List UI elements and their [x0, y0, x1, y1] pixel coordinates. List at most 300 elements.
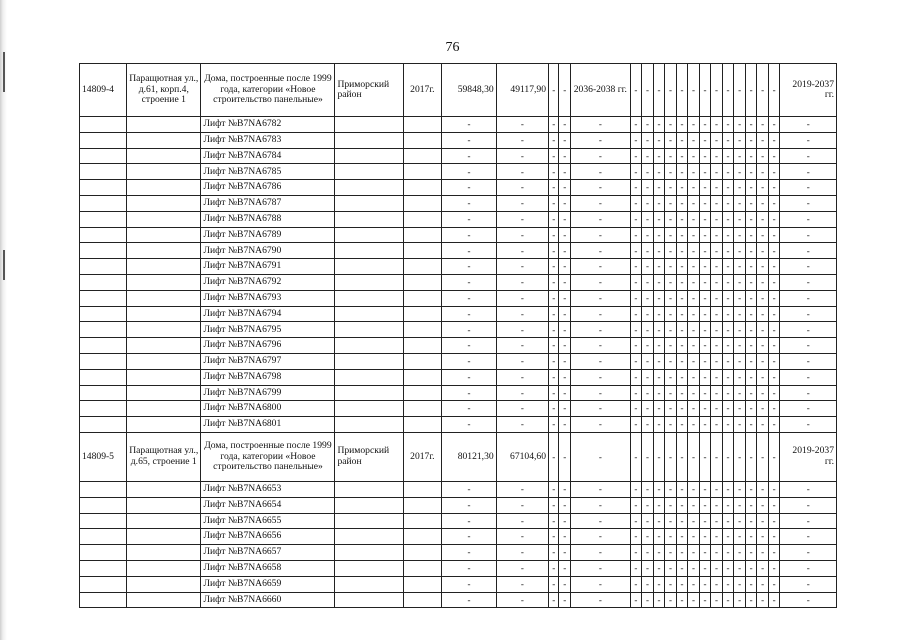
- empty-dash-cell: -: [711, 132, 723, 148]
- empty-dash-cell: -: [711, 560, 723, 576]
- empty-dash-cell: -: [496, 529, 548, 545]
- empty-dash-cell: -: [642, 164, 654, 180]
- empty-dash-cell: -: [768, 338, 780, 354]
- empty-cell: [335, 353, 403, 369]
- empty-dash-cell: -: [496, 513, 548, 529]
- empty-dash-cell: -: [780, 180, 837, 196]
- empty-dash-cell: -: [665, 290, 677, 306]
- empty-cell: [80, 274, 127, 290]
- empty-dash-cell: -: [722, 576, 734, 592]
- empty-dash-cell: -: [559, 545, 571, 561]
- building-address: Паращютная ул., д.61, корп.4, строение 1: [127, 64, 201, 117]
- empty-dash-cell: -: [559, 592, 571, 608]
- lift-row: [80, 195, 837, 211]
- empty-dash-cell: -: [757, 369, 769, 385]
- empty-dash-cell: -: [734, 64, 746, 117]
- empty-dash-cell: -: [757, 195, 769, 211]
- empty-cell: [127, 180, 201, 196]
- empty-dash-cell: -: [630, 576, 642, 592]
- empty-dash-cell: -: [571, 148, 631, 164]
- empty-dash-cell: -: [653, 306, 665, 322]
- empty-dash-cell: -: [688, 227, 700, 243]
- lift-label: Лифт №B7NA6786: [201, 180, 335, 196]
- empty-dash-cell: -: [442, 132, 496, 148]
- empty-dash-cell: -: [688, 417, 700, 433]
- empty-dash-cell: -: [665, 592, 677, 608]
- empty-dash-cell: -: [780, 148, 837, 164]
- empty-dash-cell: -: [496, 211, 548, 227]
- empty-cell: [127, 164, 201, 180]
- empty-dash-cell: -: [734, 481, 746, 497]
- scan-edge: [0, 0, 7, 640]
- empty-dash-cell: -: [722, 513, 734, 529]
- empty-cell: [127, 592, 201, 608]
- empty-dash-cell: -: [653, 432, 665, 481]
- empty-dash-cell: -: [642, 417, 654, 433]
- empty-dash-cell: -: [745, 497, 757, 513]
- empty-dash-cell: -: [722, 243, 734, 259]
- empty-dash-cell: -: [688, 369, 700, 385]
- empty-cell: [403, 369, 442, 385]
- lift-label: Лифт №B7NA6791: [201, 259, 335, 275]
- lift-label: Лифт №B7NA6793: [201, 290, 335, 306]
- empty-dash-cell: -: [676, 592, 688, 608]
- empty-dash-cell: -: [688, 290, 700, 306]
- empty-dash-cell: -: [734, 211, 746, 227]
- lift-label: Лифт №B7NA6795: [201, 322, 335, 338]
- empty-cell: [403, 243, 442, 259]
- empty-dash-cell: -: [642, 592, 654, 608]
- empty-dash-cell: -: [559, 369, 571, 385]
- empty-dash-cell: -: [549, 180, 559, 196]
- lift-label: Лифт №B7NA6797: [201, 353, 335, 369]
- empty-dash-cell: -: [688, 529, 700, 545]
- empty-cell: [403, 274, 442, 290]
- empty-dash-cell: -: [768, 353, 780, 369]
- empty-cell: [127, 513, 201, 529]
- lift-label: Лифт №B7NA6785: [201, 164, 335, 180]
- empty-dash-cell: -: [699, 576, 711, 592]
- empty-dash-cell: -: [630, 385, 642, 401]
- empty-dash-cell: -: [496, 243, 548, 259]
- empty-cell: [127, 497, 201, 513]
- empty-dash-cell: -: [745, 576, 757, 592]
- empty-dash-cell: -: [699, 164, 711, 180]
- empty-dash-cell: -: [699, 274, 711, 290]
- empty-dash-cell: -: [442, 227, 496, 243]
- empty-dash-cell: -: [734, 545, 746, 561]
- empty-dash-cell: -: [630, 338, 642, 354]
- empty-dash-cell: -: [642, 497, 654, 513]
- empty-cell: [335, 243, 403, 259]
- empty-dash-cell: -: [653, 353, 665, 369]
- empty-cell: [335, 529, 403, 545]
- empty-dash-cell: -: [442, 274, 496, 290]
- empty-cell: [335, 417, 403, 433]
- empty-dash-cell: -: [496, 545, 548, 561]
- empty-dash-cell: -: [630, 274, 642, 290]
- empty-dash-cell: -: [757, 592, 769, 608]
- empty-dash-cell: -: [549, 322, 559, 338]
- empty-dash-cell: -: [734, 132, 746, 148]
- empty-dash-cell: -: [549, 513, 559, 529]
- empty-dash-cell: -: [496, 148, 548, 164]
- lift-label: Лифт №B7NA6784: [201, 148, 335, 164]
- empty-dash-cell: -: [711, 481, 723, 497]
- empty-dash-cell: -: [711, 243, 723, 259]
- empty-dash-cell: -: [699, 432, 711, 481]
- empty-dash-cell: -: [745, 195, 757, 211]
- empty-dash-cell: -: [653, 64, 665, 117]
- empty-dash-cell: -: [559, 417, 571, 433]
- empty-dash-cell: -: [549, 369, 559, 385]
- empty-dash-cell: -: [734, 576, 746, 592]
- empty-cell: [80, 353, 127, 369]
- empty-dash-cell: -: [757, 243, 769, 259]
- empty-dash-cell: -: [442, 513, 496, 529]
- empty-cell: [127, 560, 201, 576]
- empty-dash-cell: -: [688, 560, 700, 576]
- empty-dash-cell: -: [699, 211, 711, 227]
- empty-dash-cell: -: [780, 385, 837, 401]
- empty-dash-cell: -: [676, 132, 688, 148]
- empty-dash-cell: -: [496, 385, 548, 401]
- empty-cell: [335, 117, 403, 133]
- empty-cell: [403, 227, 442, 243]
- empty-cell: [127, 259, 201, 275]
- empty-dash-cell: -: [745, 529, 757, 545]
- empty-dash-cell: -: [676, 164, 688, 180]
- scan-edge-mark: [3, 52, 5, 92]
- empty-dash-cell: -: [665, 513, 677, 529]
- empty-cell: [403, 180, 442, 196]
- lift-row: [80, 306, 837, 322]
- empty-dash-cell: -: [722, 164, 734, 180]
- empty-dash-cell: -: [665, 148, 677, 164]
- empty-cell: [80, 497, 127, 513]
- lift-label: Лифт №B7NA6794: [201, 306, 335, 322]
- empty-cell: [80, 195, 127, 211]
- empty-dash-cell: -: [780, 164, 837, 180]
- lift-label: Лифт №B7NA6798: [201, 369, 335, 385]
- empty-dash-cell: -: [549, 227, 559, 243]
- empty-dash-cell: -: [768, 290, 780, 306]
- empty-dash-cell: -: [653, 417, 665, 433]
- empty-dash-cell: -: [549, 290, 559, 306]
- empty-dash-cell: -: [780, 227, 837, 243]
- empty-dash-cell: -: [549, 274, 559, 290]
- empty-dash-cell: -: [442, 545, 496, 561]
- empty-dash-cell: -: [571, 180, 631, 196]
- empty-cell: [80, 243, 127, 259]
- empty-dash-cell: -: [722, 592, 734, 608]
- empty-dash-cell: -: [722, 432, 734, 481]
- empty-dash-cell: -: [496, 401, 548, 417]
- empty-dash-cell: -: [442, 243, 496, 259]
- empty-dash-cell: -: [442, 592, 496, 608]
- empty-cell: [127, 290, 201, 306]
- empty-dash-cell: -: [571, 560, 631, 576]
- empty-dash-cell: -: [780, 576, 837, 592]
- period-a: 2036-2038 гг.: [571, 64, 631, 117]
- building-row: [80, 64, 837, 117]
- empty-dash-cell: -: [549, 481, 559, 497]
- empty-dash-cell: -: [768, 529, 780, 545]
- empty-dash-cell: -: [676, 64, 688, 117]
- empty-dash-cell: -: [642, 180, 654, 196]
- empty-dash-cell: -: [442, 338, 496, 354]
- empty-dash-cell: -: [642, 132, 654, 148]
- empty-cell: [80, 560, 127, 576]
- empty-cell: [403, 195, 442, 211]
- empty-dash-cell: -: [442, 211, 496, 227]
- building-year: 2017г.: [403, 64, 442, 117]
- empty-dash-cell: -: [722, 497, 734, 513]
- empty-dash-cell: -: [722, 148, 734, 164]
- empty-cell: [80, 481, 127, 497]
- empty-dash-cell: -: [688, 274, 700, 290]
- empty-dash-cell: -: [745, 560, 757, 576]
- empty-dash-cell: -: [780, 592, 837, 608]
- empty-cell: [127, 529, 201, 545]
- building-district: Приморский район: [335, 64, 403, 117]
- empty-dash-cell: -: [688, 385, 700, 401]
- empty-dash-cell: -: [757, 529, 769, 545]
- empty-dash-cell: -: [734, 243, 746, 259]
- empty-cell: [127, 576, 201, 592]
- empty-dash-cell: -: [559, 227, 571, 243]
- empty-dash-cell: -: [768, 243, 780, 259]
- empty-dash-cell: -: [549, 259, 559, 275]
- empty-dash-cell: -: [549, 385, 559, 401]
- empty-dash-cell: -: [711, 401, 723, 417]
- empty-dash-cell: -: [768, 180, 780, 196]
- empty-dash-cell: -: [559, 529, 571, 545]
- empty-dash-cell: -: [745, 117, 757, 133]
- empty-dash-cell: -: [688, 545, 700, 561]
- empty-dash-cell: -: [734, 513, 746, 529]
- empty-dash-cell: -: [757, 180, 769, 196]
- empty-dash-cell: -: [442, 576, 496, 592]
- empty-dash-cell: -: [699, 592, 711, 608]
- empty-dash-cell: -: [780, 290, 837, 306]
- empty-dash-cell: -: [688, 432, 700, 481]
- empty-dash-cell: -: [642, 243, 654, 259]
- empty-dash-cell: -: [768, 545, 780, 561]
- empty-dash-cell: -: [549, 338, 559, 354]
- empty-dash-cell: -: [665, 560, 677, 576]
- empty-dash-cell: -: [780, 338, 837, 354]
- empty-dash-cell: -: [688, 211, 700, 227]
- empty-dash-cell: -: [630, 481, 642, 497]
- lift-row: [80, 322, 837, 338]
- empty-dash-cell: -: [571, 243, 631, 259]
- lift-row: [80, 576, 837, 592]
- empty-dash-cell: -: [676, 497, 688, 513]
- empty-cell: [335, 401, 403, 417]
- empty-cell: [80, 592, 127, 608]
- lift-label: Лифт №B7NA6788: [201, 211, 335, 227]
- empty-dash-cell: -: [571, 513, 631, 529]
- empty-dash-cell: -: [711, 497, 723, 513]
- empty-dash-cell: -: [745, 274, 757, 290]
- empty-dash-cell: -: [496, 338, 548, 354]
- empty-dash-cell: -: [642, 227, 654, 243]
- empty-dash-cell: -: [442, 322, 496, 338]
- empty-cell: [80, 227, 127, 243]
- empty-dash-cell: -: [442, 306, 496, 322]
- empty-dash-cell: -: [722, 545, 734, 561]
- empty-dash-cell: -: [734, 259, 746, 275]
- empty-dash-cell: -: [665, 576, 677, 592]
- empty-dash-cell: -: [676, 148, 688, 164]
- empty-dash-cell: -: [768, 322, 780, 338]
- empty-dash-cell: -: [711, 432, 723, 481]
- empty-dash-cell: -: [676, 481, 688, 497]
- empty-dash-cell: -: [688, 306, 700, 322]
- empty-cell: [335, 576, 403, 592]
- empty-dash-cell: -: [780, 211, 837, 227]
- empty-dash-cell: -: [722, 401, 734, 417]
- empty-dash-cell: -: [549, 417, 559, 433]
- empty-dash-cell: -: [711, 195, 723, 211]
- lift-row: [80, 117, 837, 133]
- empty-dash-cell: -: [711, 117, 723, 133]
- empty-dash-cell: -: [496, 227, 548, 243]
- empty-dash-cell: -: [699, 306, 711, 322]
- lift-label: Лифт №B7NA6789: [201, 227, 335, 243]
- empty-dash-cell: -: [653, 401, 665, 417]
- empty-dash-cell: -: [630, 432, 642, 481]
- empty-dash-cell: -: [665, 274, 677, 290]
- empty-dash-cell: -: [711, 148, 723, 164]
- empty-dash-cell: -: [734, 401, 746, 417]
- empty-dash-cell: -: [745, 417, 757, 433]
- empty-cell: [335, 290, 403, 306]
- empty-dash-cell: -: [722, 306, 734, 322]
- empty-dash-cell: -: [780, 560, 837, 576]
- empty-dash-cell: -: [745, 432, 757, 481]
- empty-dash-cell: -: [757, 338, 769, 354]
- empty-dash-cell: -: [757, 322, 769, 338]
- empty-dash-cell: -: [642, 259, 654, 275]
- empty-dash-cell: -: [722, 417, 734, 433]
- empty-dash-cell: -: [630, 306, 642, 322]
- empty-dash-cell: -: [757, 164, 769, 180]
- empty-dash-cell: -: [665, 180, 677, 196]
- empty-cell: [127, 117, 201, 133]
- empty-dash-cell: -: [653, 369, 665, 385]
- lift-row: [80, 385, 837, 401]
- page-number: 76: [445, 40, 460, 55]
- empty-dash-cell: -: [653, 117, 665, 133]
- empty-dash-cell: -: [699, 529, 711, 545]
- empty-cell: [127, 353, 201, 369]
- empty-dash-cell: -: [745, 211, 757, 227]
- empty-dash-cell: -: [442, 148, 496, 164]
- empty-dash-cell: -: [676, 432, 688, 481]
- empty-dash-cell: -: [688, 180, 700, 196]
- empty-dash-cell: -: [665, 117, 677, 133]
- empty-dash-cell: -: [768, 211, 780, 227]
- lift-label: Лифт №B7NA6796: [201, 338, 335, 354]
- empty-dash-cell: -: [630, 148, 642, 164]
- empty-dash-cell: -: [711, 576, 723, 592]
- empty-cell: [403, 259, 442, 275]
- empty-cell: [403, 148, 442, 164]
- empty-dash-cell: -: [665, 243, 677, 259]
- empty-dash-cell: -: [768, 481, 780, 497]
- empty-dash-cell: -: [642, 338, 654, 354]
- empty-dash-cell: -: [665, 259, 677, 275]
- empty-dash-cell: -: [571, 132, 631, 148]
- empty-dash-cell: -: [757, 274, 769, 290]
- empty-cell: [403, 481, 442, 497]
- empty-dash-cell: -: [665, 432, 677, 481]
- lift-row: [80, 545, 837, 561]
- empty-dash-cell: -: [676, 513, 688, 529]
- empty-dash-cell: -: [630, 497, 642, 513]
- empty-dash-cell: -: [745, 545, 757, 561]
- empty-dash-cell: -: [780, 369, 837, 385]
- empty-dash-cell: -: [571, 497, 631, 513]
- empty-dash-cell: -: [630, 592, 642, 608]
- empty-cell: [80, 322, 127, 338]
- empty-cell: [127, 401, 201, 417]
- empty-dash-cell: -: [549, 211, 559, 227]
- building-code: 14809-4: [80, 64, 127, 117]
- empty-dash-cell: -: [496, 353, 548, 369]
- empty-dash-cell: -: [745, 132, 757, 148]
- empty-dash-cell: -: [642, 211, 654, 227]
- empty-dash-cell: -: [549, 592, 559, 608]
- empty-dash-cell: -: [745, 290, 757, 306]
- empty-dash-cell: -: [653, 322, 665, 338]
- empty-dash-cell: -: [496, 117, 548, 133]
- empty-dash-cell: -: [665, 529, 677, 545]
- empty-dash-cell: -: [722, 211, 734, 227]
- empty-dash-cell: -: [734, 385, 746, 401]
- empty-dash-cell: -: [711, 306, 723, 322]
- empty-dash-cell: -: [699, 227, 711, 243]
- empty-dash-cell: -: [665, 322, 677, 338]
- lift-row: [80, 353, 837, 369]
- empty-cell: [335, 369, 403, 385]
- empty-dash-cell: -: [676, 259, 688, 275]
- empty-dash-cell: -: [559, 211, 571, 227]
- empty-dash-cell: -: [630, 369, 642, 385]
- empty-dash-cell: -: [571, 211, 631, 227]
- empty-dash-cell: -: [630, 195, 642, 211]
- empty-dash-cell: -: [630, 132, 642, 148]
- empty-dash-cell: -: [442, 481, 496, 497]
- empty-dash-cell: -: [665, 353, 677, 369]
- empty-dash-cell: -: [780, 243, 837, 259]
- empty-cell: [127, 243, 201, 259]
- empty-dash-cell: -: [559, 132, 571, 148]
- empty-dash-cell: -: [676, 401, 688, 417]
- empty-dash-cell: -: [559, 432, 571, 481]
- empty-dash-cell: -: [768, 259, 780, 275]
- empty-dash-cell: -: [665, 195, 677, 211]
- empty-dash-cell: -: [780, 497, 837, 513]
- empty-dash-cell: -: [722, 338, 734, 354]
- empty-cell: [80, 338, 127, 354]
- empty-dash-cell: -: [699, 353, 711, 369]
- empty-dash-cell: -: [676, 529, 688, 545]
- empty-dash-cell: -: [496, 132, 548, 148]
- empty-dash-cell: -: [549, 545, 559, 561]
